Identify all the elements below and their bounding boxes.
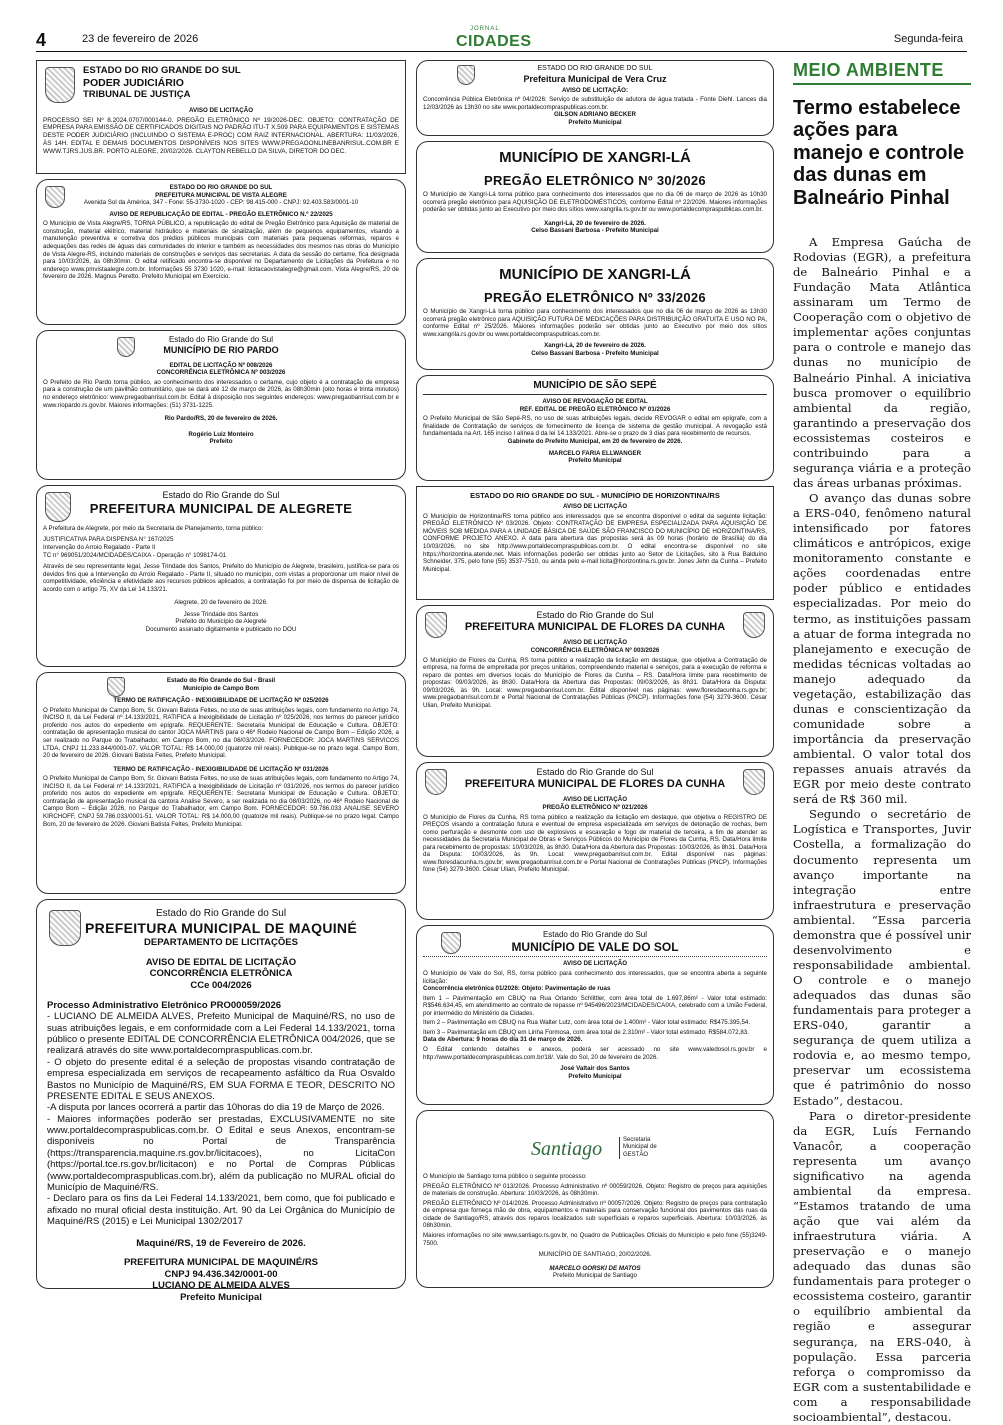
cb-b1: O Prefeito Municipal de Campo Bom, Sr. Giovani Batista Feltes, no uso de suas atribuições legais, com fundamento no Artigo 74, INCISO II, da Lei Federal nº 14.133/2021, RATIFICA a Inexigibilidade de Licitação nº 025/2026, nos termos do parecer jurídico proferido nos autos do expediente em epígrafe. REQUERENTE: Secretaria Municipal de Educação e Cultura. OBJETO: contratação de apresentação musical do cantor JOCA MARTINS para o 46º Rodeio Nacional de Campo Bom – Edição 2026, a ser realizado no Parque do Trabalhador, em Campo Bom, no dia 06/03/2026. FORNECEDOR: JOCA MARTINS SERVICOS LTDA, CNPJ 11.233.844/0001-07. VALOR TOTAL: R$ 14.000,00 (quatorze mil reais). Publique-se no prazo legal. Campo Bom, 20 de fevereiro de 2026. Giovani Batista Feltes, Prefeito Municipal.	[43, 706, 399, 760]
notice-maquine	[36, 899, 406, 1303]
hz-body: O Município de Horizontina/RS torna público aos interessados que se encontra disponível o edital da seguinte licitação: PREGÃO ELETRÔNICO Nº 03/2026. Objeto: CONTRATAÇÃO DE EMPRESA ESPECIALIZADA PARA AQUISIÇÃO DE MÓVEIS SOB MEDIDA PARA A UNIDADE BÁSICA DE SAÚDE SÃO FRANCISCO DO MUNICÍPIO DE HORIZONTINA/RS, CONFORME PROJETO ANEXO. A data para abertura das propostas será às 09 horas (horário de Brasília) do dia 10/03/2026, no site http://www.portaldecompraspublicas.com.br. O edital encontra-se disponível no site https://horizontina.atende.net. Mais informações poderão ser obtidas junto ao Setor de Licitações, sito à Rua Balduíno Schneider, 375, pelo fone (55) 3537-7510, ou ainda pelo e-mail licita@horizontina.rs.gov.br. Jones Jehn da Cunha – Prefeito Municipal.	[423, 512, 767, 573]
cb-t1: TERMO DE RATIFICAÇÃO - INEXIGIBILIDADE DE LICITAÇÃO Nº 025/2026	[113, 697, 329, 705]
mq-s1: PREFEITURA MUNICIPAL DE MAQUINÉ/RS	[123, 1257, 319, 1269]
fc2-l1: Estado do Rio Grande do Sul	[536, 767, 654, 777]
article-paragraph: Para o diretor-presidente da EGR, Luís Fernando Vanacôr, a cooperação representa um avanço significativo na agenda ambiental da empresa. “Estamos tratando de uma ação que vai além da infraestrutura viária. A preservação e o manejo adequado das dunas são fundamentais para proteger o ecossistema costeiro, garantir o equilíbrio ambiental da região e assegurar segurança, na ERS-040, à população. Essa parceria reforça o compromisso da EGR com a sustentabilidade e com a responsabilidade socioambiental”, destacou.	[793, 1108, 971, 1424]
st-p2: PREGÃO ELETRÔNICO Nº 014/2026. Processo Administrativo nº 00057/2026. Objeto: Registro de preços para contratação de empresa que forneça mão de obra, equipamentos e materiais para conservação funcional dos pavimentos das ruas da cidade de Santiago/RS, através dos reparos localizados sub superficiais e reparos superficiais. Abertura: 10/03/2026, às 08h30min.	[423, 1199, 767, 1230]
va-crest-icon	[45, 186, 65, 208]
mq-t2: CONCORRÊNCIA ELETRÔNICA	[149, 968, 293, 980]
notice-sao-sepe	[416, 375, 774, 481]
notice-santiago	[416, 1110, 774, 1288]
mq-p4: - Maiores informações poderão ser prestadas, EXCLUSIVAMENTE no site www.portaldecompraspublicas.com.br. O Edital e seus Anexos, encontram-se disponíveis no Portal de Transparência (https://transparencia.maquine.rs.gov.br/licitacoes), no LicitaCon (https://portal.tce.rs.gov.br/licitacon) e no Portal de Compras Públicas (www.portaldecompraspublicas.com.br), além da publicação no MURAL oficial do Município de Maquiné/RS.	[47, 1113, 395, 1194]
al-body: Através de seu representante legal, Jesse Trindade dos Santos, Prefeito do Município de Alegrete, brasileiro, justifica-se para os devidos fins que a Intervenção do Arroio Regalado - Parte II, situado no município, com vistas a proporcionar um maior nível de competitividade, eficiência e efetividade aos recursos públicos aplicados, a contratação foi por meio de dispensa de licitação de acordo com o artigo 75, XV da Lei 14.133/21.	[43, 563, 399, 593]
vs-date-open: Data de Abertura: 9 horas do dia 31 de março de 2026.	[423, 1036, 583, 1044]
vs-l2: MUNICÍPIO DE VALE DO SOL	[423, 940, 767, 958]
hz-title: ESTADO DO RIO GRANDE DO SUL - MUNICÍPIO DE HORIZONTINA/RS	[470, 491, 720, 500]
al-crest-icon	[45, 492, 71, 522]
mq-p2: - O objeto do presente edital é a seleção de propostas visando contratação de empresa especializada em serviços de recapeamento asfáltico da Rua Osvaldo Bastos no Município de Maquiné/RS, EM SUA FORMA E TEOR, DESCRITO NO PRESENTE EDITAL E SEUS ANEXOS.	[47, 1056, 395, 1102]
notice-xangrila-33	[416, 258, 774, 370]
rp-date: Rio Pardo/RS, 20 de fevereiro de 2026.	[164, 415, 278, 423]
vs-edital: O Edital contendo detalhes e anexos, poderá ser acessado no site www.valedosol.rs.gov.br e http://www.portaldecompraspublicas.com.br/18/. Vale do Sol, 20 de fevereiro de 2026.	[423, 1046, 767, 1061]
santiago-logo-text: Santiago	[531, 1138, 603, 1160]
ss-date: Gabinete do Prefeito Municipal, em 20 de fevereiro de 2026.	[507, 438, 683, 445]
article-paragraph: A Empresa Gaúcha de Rodovias (EGR), a prefeitura de Balneário Pinhal e a Fundação Mata Atlântica assinaram um Termo de Cooperação com o objetivo de implementar ações conjuntas para o controle e manejo das dunas no município de Balneário Pinhal. A iniciativa busca promover o equilíbrio ambiental da região, garantindo a preservação dos ecossistemas costeiros e contribuindo para a segurança viária e a proteção das áreas urbanas próximas.	[793, 234, 971, 490]
al-intro: A Prefeitura de Alegrete, por meio da Secretaria de Planejamento, torna público:	[43, 524, 264, 532]
va-title: AVISO DE REPUBLICAÇÃO DE EDITAL - PREGÃO ELETRÔNICO N.º 22/2025	[109, 210, 333, 218]
mq-p5: - Declaro para os fins da Lei Federal 14.133/2021, bem como, que foi publicado e afixado no mural oficial desta instituição. Art. 90 da Lei Orgânica do Município de Maquiné/RS (2015) e Lei Municipal 1302/2017	[47, 1193, 395, 1228]
x2-body: O Município de Xangri-Lá torna público para conhecimento dos interessados que no dia 06 de março de 2026 às 13h30 ocorrerá pregão eletrônico para AQUISIÇÃO FUTURA DE MEDICAÇÕES PARA DISTRIBUIÇÃO GRATUITA E USO NO PA, conforme Edital nº 25/2026. Maiores informações poderão ser obtidas junto ao Executivo por meio dos sítios www.xangrila.rs.gov.br ou www.portaldecompraspublicas.com.br.	[423, 308, 767, 338]
page-weekday: Segunda-feira	[893, 33, 963, 45]
article-paragraph: Segundo o secretário de Logística e Transportes, Juvir Costella, a formalização do documento representa um avanço importante na integração entre infraestrutura e preservação ambiental. “Essa parceria demonstra que é possível unir desenvolvimento e responsabilidade ambiental. O controle e o manejo adequados das dunas são fundamentais para proteger a ERS-040, garantir a segurança de quem utiliza a rodovia e, ao mesmo tempo, preservar um ecossistema que é patrimônio do nosso Estado”, destacou.	[793, 807, 971, 1108]
notice-campo-bom	[36, 672, 406, 894]
vs-sign: José Valtair dos Santos	[560, 1065, 630, 1073]
x2-subtitle: PREGÃO ELETRÔNICO Nº 33/2026	[484, 290, 706, 306]
rp-t1: EDITAL DE LICITAÇÃO Nº 008/2026	[169, 361, 273, 369]
vs-concorrencia: Concorrência eletrônica 01/2026: Objeto: Pavimentação de ruas	[423, 985, 611, 993]
vc-l2: Prefeitura Municipal de Vera Cruz	[523, 73, 667, 84]
ss-role: Prefeito Municipal	[568, 457, 622, 465]
notice-rio-pardo	[36, 330, 406, 480]
vs-aviso: AVISO DE LICITAÇÃO	[562, 960, 628, 968]
mq-l2: PREFEITURA MUNICIPAL DE MAQUINÉ	[85, 920, 357, 937]
mq-s2: CNPJ 94.436.342/0001-00	[164, 1268, 278, 1280]
notice-alegrete	[36, 485, 406, 667]
notice-flores-cunha-1	[416, 605, 774, 757]
santiago-logo	[423, 1119, 767, 1171]
vc-role: Prefeito Municipal	[568, 118, 622, 126]
mq-crest-icon	[49, 910, 81, 946]
fc2-crest-icon	[425, 769, 447, 795]
ss-title: MUNICÍPIO DE SÃO SEPÉ	[423, 380, 767, 395]
vs-item1: Item 1 – Pavimentação em CBUQ na Rua Orlando Schlittler, com área total de 1.697,86m² - Valor total estimado: R$546.634,45, em atendimento ao contrato de repasse nº 945496/2023/MCIDADES/CAIXA, celebrado com a União Federal, por intermédio do Ministério da Cidades.	[423, 994, 767, 1017]
st-date: MUNICÍPIO DE SANTIAGO, 20/02/2026.	[538, 1251, 652, 1259]
vc-sign: GILSON ADRIANO BECKER	[554, 111, 636, 119]
ss-t1: AVISO DE REVOGAÇÃO DE EDITAL	[542, 398, 648, 406]
va-l2: PREFEITURA MUNICIPAL DE VISTA ALEGRE	[155, 191, 287, 199]
al-l1: Estado do Rio Grande do Sul	[162, 490, 280, 500]
mq-t1: AVISO DE EDITAL DE LICITAÇÃO	[145, 956, 297, 968]
notice-xangrila-30	[416, 141, 774, 253]
tj-aviso: AVISO DE LICITAÇÃO	[188, 106, 254, 114]
page-date: 23 de fevereiro de 2026	[82, 33, 199, 45]
vs-item3: Item 3 – Pavimentação em CBUQ em Linha Formosa, com área total de 2.310m² - Valor total estimado: R$584.072,83.	[423, 1028, 749, 1036]
tj-l2: PODER JUDICIÁRIO	[83, 76, 184, 89]
al-note: Documento assinado digitalmente e publicado no DOU	[145, 626, 297, 634]
notice-tj	[36, 60, 406, 174]
fc2-flag-icon	[743, 769, 765, 795]
vs-crest-icon	[441, 932, 461, 954]
vc-body: Concorrência Pública Eletrônica nº 04/2026: Serviço de substituição de adutora de água tratada - Fonte Diehl. Lances dia 12/03/2026 às 13h30 no site www.portaldecompraspublicas.com.br.	[423, 96, 767, 111]
al-l2: PREFEITURA MUNICIPAL DE ALEGRETE	[89, 500, 353, 516]
al-j1: JUSTIFICATIVA PARA DISPENSA N° 167/2025	[43, 536, 174, 544]
x1-title: MUNICÍPIO DE XANGRI-LÁ	[499, 149, 691, 166]
mq-s4: Prefeito Municipal	[180, 1291, 262, 1303]
al-j2: Intervenção do Arroio Regalado - Parte II	[43, 543, 156, 551]
middle-column	[416, 60, 774, 1293]
article-body	[793, 235, 971, 1425]
fc1-t1: AVISO DE LICITAÇÃO	[562, 639, 628, 647]
al-sign: Jesse Trindade dos Santos	[183, 610, 259, 618]
fc1-l1: Estado do Rio Grande do Sul	[536, 610, 654, 620]
vs-intro: O Município de Vale do Sol, RS, torna público para conhecimento dos interessados, que se encontra aberta a seguinte licitação:	[423, 969, 767, 985]
fc1-flag-icon	[743, 612, 765, 638]
tj-l3: TRIBUNAL DE JUSTIÇA	[83, 89, 191, 101]
article-paragraph: O avanço das dunas sobre a ERS-040, fenômeno natural intensificado por fatores climáticos e antrópicos, exige monitoramento constante e ações coordenadas entre poder público e entidades especializadas. Por meio do termo, as instituições passam a atuar de forma integrada no planejamento e execução de medidas técnicas voltadas ao manejo adequado da vegetação, estabilização das dunas e conscientização da comunidade sobre a importância da preservação ambiental. O valor total dos repasses anuais através da EGR por meio deste contrato será de R$ 360 mil.	[793, 491, 971, 807]
ss-sign: MARCELO FARIA ELLWANGER	[548, 449, 642, 457]
ss-t2: REF. EDITAL DE PREGÃO ELETRÔNICO Nº 01/2026	[519, 405, 671, 413]
fc2-body: O Município de Flores da Cunha, RS torna público a realização da licitação em destaque, que objetiva o REGISTRO DE PREÇOS visando a contratação futura e eventual de empresa especializada em serviços de detonação de rochas, bem como perfuração e desmonte com uso de explosivos e escavação e fogo de material de terceira, a fim de atender as necessidades da Secretaria Municipal de Obras e Serviços Públicos do Município de Flores da Cunha, RS. Data/Hora limite para recebimento de propostas: 10/03/2026, às 8h30. Data/Hora da Abertura das Propostas: 10/03/2026, às 8h31. Data/Hora da Disputa: 10/03/2026, às 9h. Local: www.pregaobanrisul.com.br. Edital disponível nas páginas: www.floresdacunha.rs.gov.br; www.pregaobanrisul.com.br e Portal Nacional de Contratações Públicas (PNCP). Informações fone (54) 3279-3600. César Ulian, Prefeito Municipal.	[423, 813, 767, 874]
x1-sign: Celso Bassani Barbosa - Prefeito Municipal	[531, 227, 659, 235]
mq-p1: - LUCIANO DE ALMEIDA ALVES, Prefeito Municipal de Maquiné/RS, no uso de suas atribuições legais, e em conformidade com a Lei Federal 14.133/2021, torna público o presente EDITAL DE CONCORRÊNCIA ELETRÔNICA 004/2026, que se realizará através do site www.portaldecompraspublicas.com.br.	[47, 1011, 395, 1057]
article-headline: Termo estabelece ações para manejo e controle das dunas em Balneário Pinhal	[793, 97, 965, 209]
tj-l1: ESTADO DO RIO GRANDE DO SUL	[83, 65, 241, 76]
ss-body: O Prefeito Municipal de São Sepé-RS, no uso de suas atribuições legais, decide REVOGAR o edital em epígrafe, com a finalidade de Contratação de serviços de fornecimento de licença de sistema de gestão municipal. A revogação está fundamentada na Art. 165 inciso I alínea d da lei 14.133/2021. Abre-se o prazo de 3 dias para recebimento de recursos.	[423, 415, 767, 438]
mq-p3: -A disputa por lances ocorrerá a partir das 10horas do dia 19 de Março de 2026.	[47, 1102, 385, 1114]
mq-t3: CCe 004/2026	[190, 980, 252, 991]
va-l1: ESTADO DO RIO GRANDE DO SUL	[169, 184, 273, 191]
fc1-body: O Município de Flores da Cunha, RS torna público a realização da licitação em destaque, que objetiva a Contratação de empresa, na forma de empreitada por preços unitários, compreendendo material e serviços, para a execução de reforma e reparo de pontes em diversos locais do Município de Flores da Cunha – RS. Data/Hora limite para recebimento de propostas: 09/03/2026, às 8h30. Data/Hora da Abertura das Propostas: 09/03/2026, às 8h31. Data/Hora da Disputa: 09/03/2026, às 9h. Local: www.pregaobanrisul.com.br. Edital disponível nas páginas: www.floresdacunha.rs.gov.br; www.pregaobanrisul.com.br e Portal Nacional de Contratações Públicas (PNCP). Informações fone (54) 3279-3600. César Ulian, Prefeito Municipal.	[423, 656, 767, 709]
st-intro: O Município de Santiago torna público o seguinte processo:	[423, 1173, 587, 1180]
tj-body: PROCESSO SEI Nº 8.2024.0707/000144-0. PREGÃO ELETRÔNICO Nº 19/2026-DEC. OBJETO: CONTRATAÇÃO DE EMPRESA PARA EMISSÃO DE CERTIFICADOS DIGITAIS NO PADRÃO ITU-T X.509 PARA EQUIPAMENTOS E SISTEMAS DESTE PODER JUDICIÁRIO (INCLUINDO O SISTEMA E-PROC) COM RAIZ INTERNACIONAL. ABERTURA: 11/03/2026, ÀS 14H. EDITAL E DEMAIS DOCUMENTOS DISPONÍVEIS NOS SITES WWW.PREGAOONLINEBANRISUL.COM.BR E WWW.TJRS.JUS.BR. PORTO ALEGRE, 20/02/2026. CLAYTON REBELLO DA SILVA, DIRETOR DO DEC.	[43, 116, 399, 155]
x2-date: Xangri-Lá, 20 de fevereiro de 2026.	[544, 342, 646, 350]
hz-aviso: AVISO DE LICITAÇÃO	[562, 503, 628, 511]
section-title: MEIO AMBIENTE	[793, 60, 971, 85]
mq-l1: Estado do Rio Grande do Sul	[155, 908, 287, 919]
rp-body: O Prefeito de Rio Pardo torna público, ao conhecimento dos interessados o certame, cujo objeto é a contratação de empresa para a construção de um pavilhão comunitário, que se dará até 12 de março de 2026, às 08h30min (oito horas e trinta minutos) no endereço eletrônico: www.pregaobanrisul.com.br. Edital à disposição nos seguintes endereços: www.pregaobanrisul.com.br e www.riopardo.rs.gov.br. Maiores informações: (51) 3731-1225.	[43, 378, 399, 409]
rp-l2: MUNICÍPIO DE RIO PARDO	[163, 344, 279, 355]
mq-date: Maquiné/RS, 19 de Fevereiro de 2026.	[136, 1237, 306, 1249]
fc1-crest-icon	[425, 612, 447, 638]
vs-item2: Item 2 – Pavimentação em CBUQ na Rua Walter Lutz, com área total de 1.400m² - Valor total estimado: R$475.395,54.	[423, 1019, 751, 1027]
page-number: 4	[36, 30, 47, 50]
rp-sign: Rogério Luiz Monteiro	[188, 430, 254, 438]
rp-crest-icon	[117, 337, 135, 357]
cb-l1: Estado do Rio Grande do Sul - Brasil	[166, 677, 276, 684]
fc1-l2: PREFEITURA MUNICIPAL DE FLORES DA CUNHA	[464, 620, 726, 633]
mq-proc: Processo Administrativo Eletrônico PRO00059/2026	[47, 999, 282, 1011]
x2-title: MUNICÍPIO DE XANGRI-LÁ	[499, 266, 691, 283]
x2-sign: Celso Bassani Barbosa - Prefeito Municipal	[531, 349, 659, 357]
page-header	[0, 0, 1003, 52]
left-column	[36, 60, 406, 1303]
vc-crest-icon	[457, 65, 475, 85]
rp-l1: Estado do Rio Grande do Sul	[168, 335, 274, 344]
vc-title: AVISO DE LICITAÇÃO:	[561, 86, 629, 94]
vs-l1: Estado do Rio Grande do Sul	[542, 930, 648, 939]
st-sign: MARCELO GORSKI DE MATOS	[549, 1264, 641, 1272]
x1-date: Xangri-Lá, 20 de fevereiro de 2026.	[544, 219, 646, 227]
rp-t2: CONCORRÊNCIA ELETRÔNICA Nº 003/2026	[156, 369, 286, 377]
brand-small: JORNAL	[470, 26, 500, 32]
article-meio-ambiente	[793, 60, 971, 1425]
header-rule	[36, 51, 967, 52]
st-p1: PREGÃO ELETRÔNICO Nº 013/2026. Processo Administrativo nº 00059/2026. Objeto: Registro de preços para aquisições de materiais de construção. Abertura: 10/03/2026, às 08h30min.	[423, 1182, 767, 1198]
notice-vista-alegre	[36, 179, 406, 325]
rp-role: Prefeito	[209, 438, 233, 446]
st-p3: Maiores informações no site www.santiago.rs.gov.br, no Quadro de Publicações Oficiais do Município e pelo fone (55)3249-7500.	[423, 1231, 767, 1247]
x1-subtitle: PREGÃO ELETRÔNICO Nº 30/2026	[484, 173, 706, 189]
fc2-l2: PREFEITURA MUNICIPAL DE FLORES DA CUNHA	[464, 777, 726, 790]
notice-horizontina	[416, 486, 774, 600]
notice-vera-cruz	[416, 60, 774, 136]
cb-l2: Município de Campo Bom	[183, 684, 259, 692]
fc2-t1: AVISO DE LICITAÇÃO	[562, 796, 628, 804]
mq-s3: LUCIANO DE ALMEIDA ALVES	[152, 1280, 290, 1292]
fc1-t2: CONCORRÊNCIA ELETRÔNICA Nº 003/2026	[530, 646, 660, 654]
brand-logo: CIDADES	[456, 33, 532, 50]
cb-b2: O Prefeito Municipal de Campo Bom, Sr. Giovani Batista Feltes, no uso de suas atribuições legais, com fundamento no Artigo 74, INCISO II, da Lei Federal nº 14.133/2021, RATIFICA a Inexigibilidade de Licitação nº 031/2026, nos termos do parecer jurídico proferido nos autos do expediente em epígrafe. REQUERENTE: Secretaria Municipal de Educação e Cultura. OBJETO: contratação de apresentação musical da cantora Analise Severo, a ser realizada no dia 08/03/2026, no 46º Rodeio Nacional de Campo Bom – Edição 2026, no Parque do Trabalhador, em Campo Bom. FORNECEDOR: 59.786.033 ANALISE SEVERO KIRCHOFF, CNPJ 59.786.033/0001-51. VALOR TOTAL: R$ 14.000,00 (quatorze mil reais). Publique-se no prazo legal. Campo Bom, 20 de fevereiro de 2026. Giovani Batista Feltes, Prefeito Municipal.	[43, 775, 399, 828]
x1-body: O Município de Xangri-Lá torna público para conhecimento dos interessados que no dia 06 de março de 2026 às 10h30 ocorrerá pregão eletrônico para AQUISIÇÃO DE ELETRODOMÉSTICOS, conforme Edital nº 22/2026. Maiores informações poderão ser obtidas junto ao Executivo por meio dos sítios www.xangrila.rs.gov.br ou www.portaldecompraspublicas.com.br.	[423, 191, 767, 214]
al-role: Prefeito do Município de Alegrete	[175, 618, 267, 626]
tj-crest-icon	[45, 67, 75, 103]
notice-vale-do-sol	[416, 925, 774, 1105]
cb-t2: TERMO DE RATIFICAÇÃO - INEXIGIBILIDADE DE LICITAÇÃO Nº 031/2026	[113, 765, 329, 773]
notice-flores-cunha-2	[416, 762, 774, 920]
va-address: Avenida Sol da América, 347 - Fone: 55-3730-1020 - CEP: 98.415-000 - CNPJ: 92.403.583/0001-10	[83, 199, 359, 207]
fc2-t2: PREGÃO ELETRÔNICO Nº 021/2026	[542, 803, 648, 811]
al-j3: TC n° 969051/2024/MCIDADES/CAIXA - Operação n° 1098174-01	[43, 551, 227, 559]
santiago-logo-sub: Secretaria Municipal de GESTÃO	[619, 1137, 677, 1159]
cb-crest-icon	[107, 677, 125, 697]
al-date: Alegrete, 20 de fevereiro de 2026.	[174, 599, 268, 607]
mq-l3: DEPARTAMENTO DE LICITAÇÕES	[144, 937, 298, 949]
vs-role: Prefeito Municipal	[568, 1072, 622, 1080]
va-body: O Município de Vista Alegre/RS, TORNA PÚBLICO, a republicação do edital de Pregão Eletrônico para Aquisição de material de construção, material elétrico, material hidráulico e materiais de sinalização, além de pequenos equipamentos, visando a manutenção preventiva e corretiva dos prédios públicos municipais com materiais para pequenas reformas, reparos e adequações das redes de águas das comunidades do interior e também as necessidades dos mesmos nas obras do Município de Vista Alegre-RS, incluindo materiais de construções e serviços das secretarias. A data da sessão do certame, fica designada para 10/03/2026, às 08h30min. O edital retificado encontra-se disponível no Departamento de Licitações da Prefeitura e no endereço www.pmvistaalegre.com.br. Informações 55 3730 1020, e-mail: licitacaovistalegre@gmail.com. Vista Alegre/RS, 20 de fevereiro de 2026. Magnus Peretto. Prefeito Municipal em Exercício.	[43, 220, 399, 281]
vc-l1: ESTADO DO RIO GRANDE DO SUL	[537, 65, 653, 72]
st-role: Prefeito Municipal de Santiago	[553, 1272, 637, 1280]
